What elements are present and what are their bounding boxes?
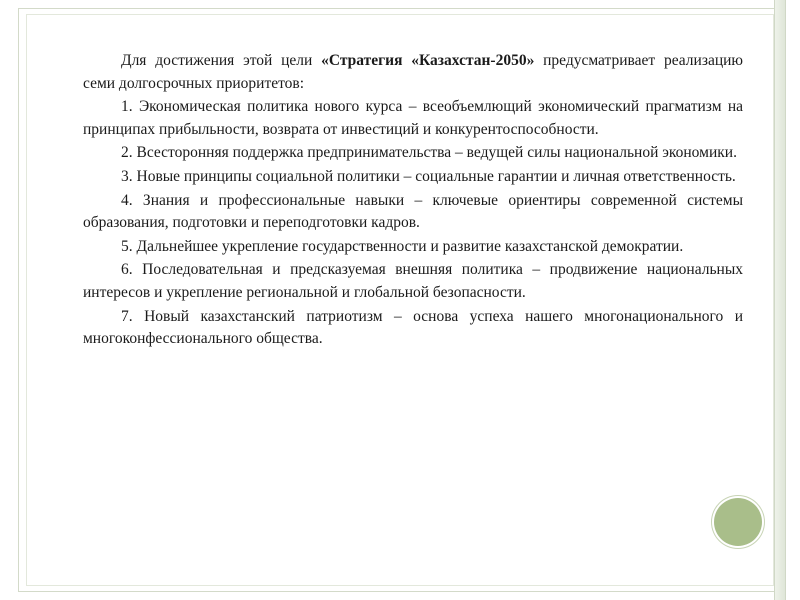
right-decorative-strip [774,0,786,600]
intro-text-after: предусматривает реализацию семи долгосрочных приоритетов: [83,52,744,92]
slide-body-text [83,50,743,352]
priority-item-6: 6. Последовательная и предсказуемая внешняя политика – продвижение национальных интересов и укрепление региональной и глобальной безопасности. [83,261,743,301]
intro-text-before: Для достижения этой цели [121,52,322,69]
priority-item-2: 2. Всесторонняя поддержка предпринимательства – ведущей силы национальной экономики. [121,144,737,162]
decorative-circle [714,498,762,546]
strategy-title: «Стратегия «Казахстан-2050» [321,52,535,69]
priority-item-1: 1. Экономическая политика нового курса – всеобъемлющий экономический прагматизм на принципах прибыльности, возврата от инвестиций и конкурентоспособности. [83,98,743,138]
priority-item-7: 7. Новый казахстанский патриотизм – основа успеха нашего многонационального и многоконфессионального общества. [83,307,743,348]
intro-paragraph [83,50,743,95]
priority-item-4: 4. Знания и профессиональные навыки – ключевые ориентиры современной системы образования, подготовки и переподготовки кадров. [83,191,743,232]
priority-item-3: 3. Новые принципы социальной политики – социальные гарантии и личная ответственность. [121,167,736,185]
priority-item-5: 5. Дальнейшее укрепление государственности и развитие казахстанской демократии. [121,237,684,255]
